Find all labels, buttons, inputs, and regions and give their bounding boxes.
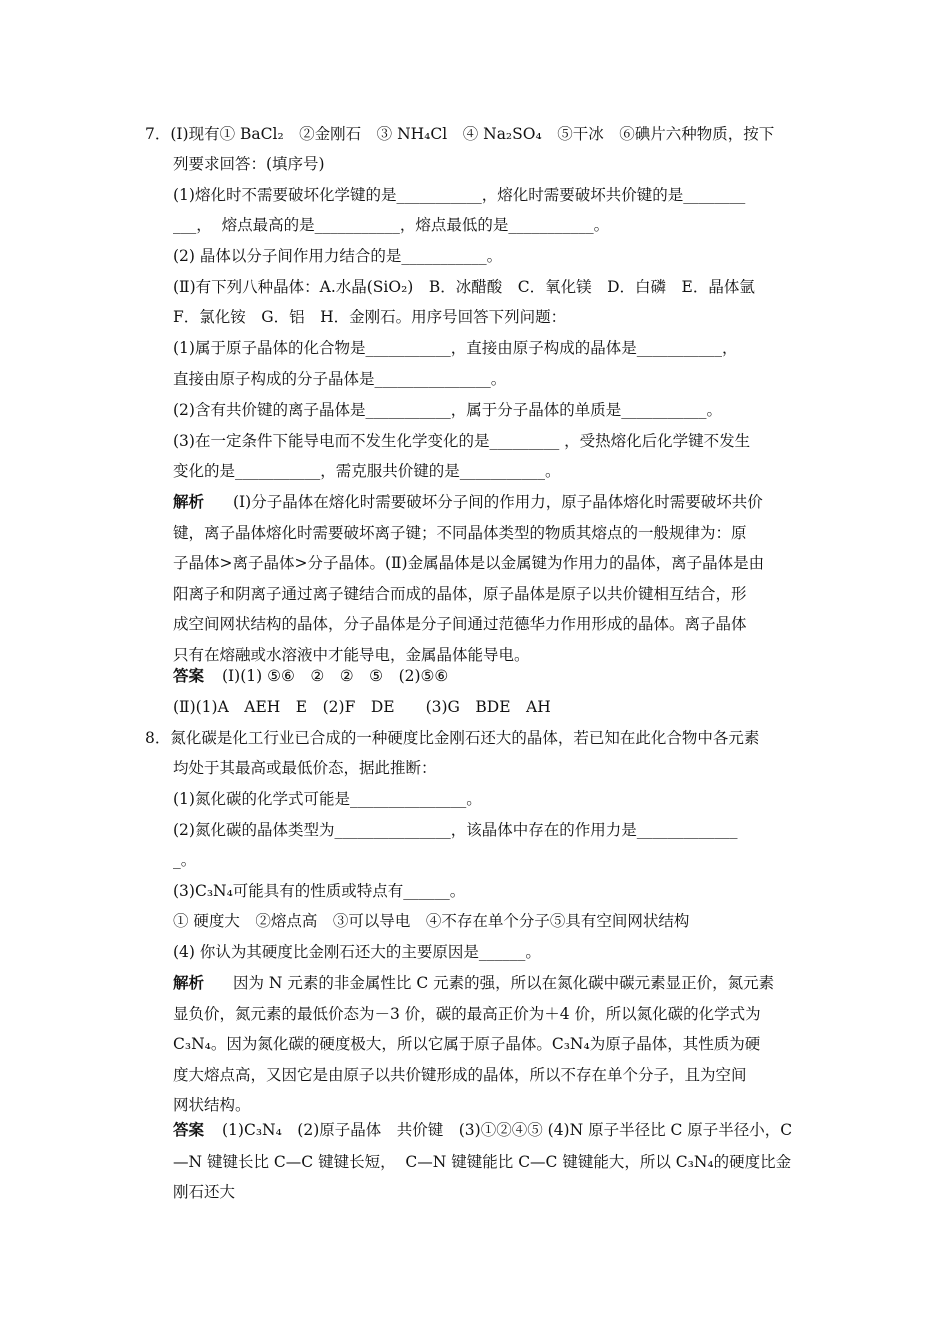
q8-line-4: (2)氮化碳的晶体类型为_______________，该晶体中存在的作用力是_____________ xyxy=(173,821,738,839)
q8-answer-label: 答案 xyxy=(173,1120,205,1139)
q7-answer-label: 答案 xyxy=(173,666,205,685)
q8-analysis-line-1: 因为 N 元素的非金属性比 C 元素的强，所以在氮化碳中碳元素显正价，氮元素 xyxy=(233,974,775,992)
q8-analysis-line-3: C₃N₄。因为氮化碳的硬度极大，所以它属于原子晶体。C₃N₄为原子晶体，其性质为硬 xyxy=(173,1035,761,1053)
q7-line-6: (Ⅱ)有下列八种晶体：A.水晶(SiO₂) B．冰醋酸 C．氧化镁 D．白磷 E．晶体氩 xyxy=(173,278,755,296)
q8-line-1: 8．氮化碳是化工行业已合成的一种硬度比金刚石还大的晶体，若已知在此化合物中各元素 xyxy=(145,729,760,747)
q7-line-8: (1)属于原子晶体的化合物是___________，直接由原子构成的晶体是___________， xyxy=(173,339,738,357)
q7-line-4: ___， 熔点最高的是___________，熔点最低的是___________。 xyxy=(173,216,610,234)
q7-line-11: (3)在一定条件下能导电而不发生化学变化的是_________ ，受热熔化后化学键不发生 xyxy=(173,432,751,450)
q7-analysis-line-5: 成空间网状结构的晶体，分子晶体是分子间通过范德华力作用形成的晶体。离子晶体 xyxy=(173,615,747,633)
q8-line-2: 均处于其最高或最低价态，据此推断： xyxy=(173,759,437,777)
q8-analysis-line-2: 显负价，氮元素的最低价态为－3 价，碳的最高正价为＋4 价，所以氮化碳的化学式为 xyxy=(173,1005,761,1023)
q7-analysis-line-1: (Ⅰ)分子晶体在熔化时需要破坏分子间的作用力，原子晶体熔化时需要破坏共价 xyxy=(233,493,763,511)
q7-line-10: (2)含有共价键的离子晶体是___________，属于分子晶体的单质是___________。 xyxy=(173,401,722,419)
q7-analysis-label: 解析 xyxy=(173,492,205,511)
q7-line-5: (2) 晶体以分子间作用力结合的是___________。 xyxy=(173,247,503,265)
q7-line-2: 列要求回答：(填序号) xyxy=(173,155,325,173)
q7-analysis-line-3: 子晶体>离子晶体>分子晶体。(Ⅱ)金属晶体是以金属键为作用力的晶体，离子晶体是由 xyxy=(173,554,765,572)
q7-analysis-line-6: 只有在熔融或水溶液中才能导电，金属晶体能导电。 xyxy=(173,646,530,664)
q8-answer-line-3: 刚石还大 xyxy=(173,1183,236,1201)
q7-line-1: 7．(Ⅰ)现有① BaCl₂ ②金刚石 ③ NH₄Cl ④ Na₂SO₄ ⑤干冰 ⑥碘片六种物质，按下 xyxy=(145,125,775,143)
q8-line-7: ① 硬度大 ②熔点高 ③可以导电 ④不存在单个分子⑤具有空间网状结构 xyxy=(173,912,690,930)
q8-line-8: (4) 你认为其硬度比金刚石还大的主要原因是______。 xyxy=(173,943,541,961)
q8-answer-line-1: (1)C₃N₄ (2)原子晶体 共价键 (3)①②④⑤ (4)N 原子半径比 C 原子半径小，C xyxy=(222,1121,793,1139)
q8-analysis-line-4: 度大熔点高，又因它是由原子以共价键形成的晶体，所以不存在单个分子，且为空间 xyxy=(173,1066,747,1084)
q7-answer-line-2: (Ⅱ)(1)A AEH E (2)F DE (3)G BDE AH xyxy=(173,698,551,716)
q8-line-6: (3)C₃N₄可能具有的性质或特点有______。 xyxy=(173,882,466,900)
q8-answer-line-2: —N 键键长比 C—C 键键长短， C—N 键键能比 C—C 键键能大，所以 C₃N₄的硬度比金 xyxy=(173,1153,792,1171)
q7-line-9: 直接由原子构成的分子晶体是_______________。 xyxy=(173,370,507,388)
q7-line-7: F．氯化铵 G．铝 H．金刚石。用序号回答下列问题： xyxy=(173,308,567,326)
q7-line-3: (1)熔化时不需要破坏化学键的是___________，熔化时需要破坏共价键的是________ xyxy=(173,186,746,204)
q8-analysis-line-5: 网状结构。 xyxy=(173,1096,251,1114)
q8-line-5: _。 xyxy=(173,851,197,869)
q7-analysis-line-4: 阳离子和阴离子通过离子键结合而成的晶体，原子晶体是原子以共价键相互结合，形 xyxy=(173,585,747,603)
q7-line-12: 变化的是___________，需克服共价键的是___________。 xyxy=(173,462,561,480)
q7-analysis-line-2: 键，离子晶体熔化时需要破坏离子键；不同晶体类型的物质其熔点的一般规律为：原 xyxy=(173,524,747,542)
q8-line-3: (1)氮化碳的化学式可能是_______________。 xyxy=(173,790,482,808)
q7-answer-line-1: (Ⅰ)(1) ⑤⑥ ② ② ⑤ (2)⑤⑥ xyxy=(222,667,449,685)
q8-analysis-label: 解析 xyxy=(173,973,205,992)
